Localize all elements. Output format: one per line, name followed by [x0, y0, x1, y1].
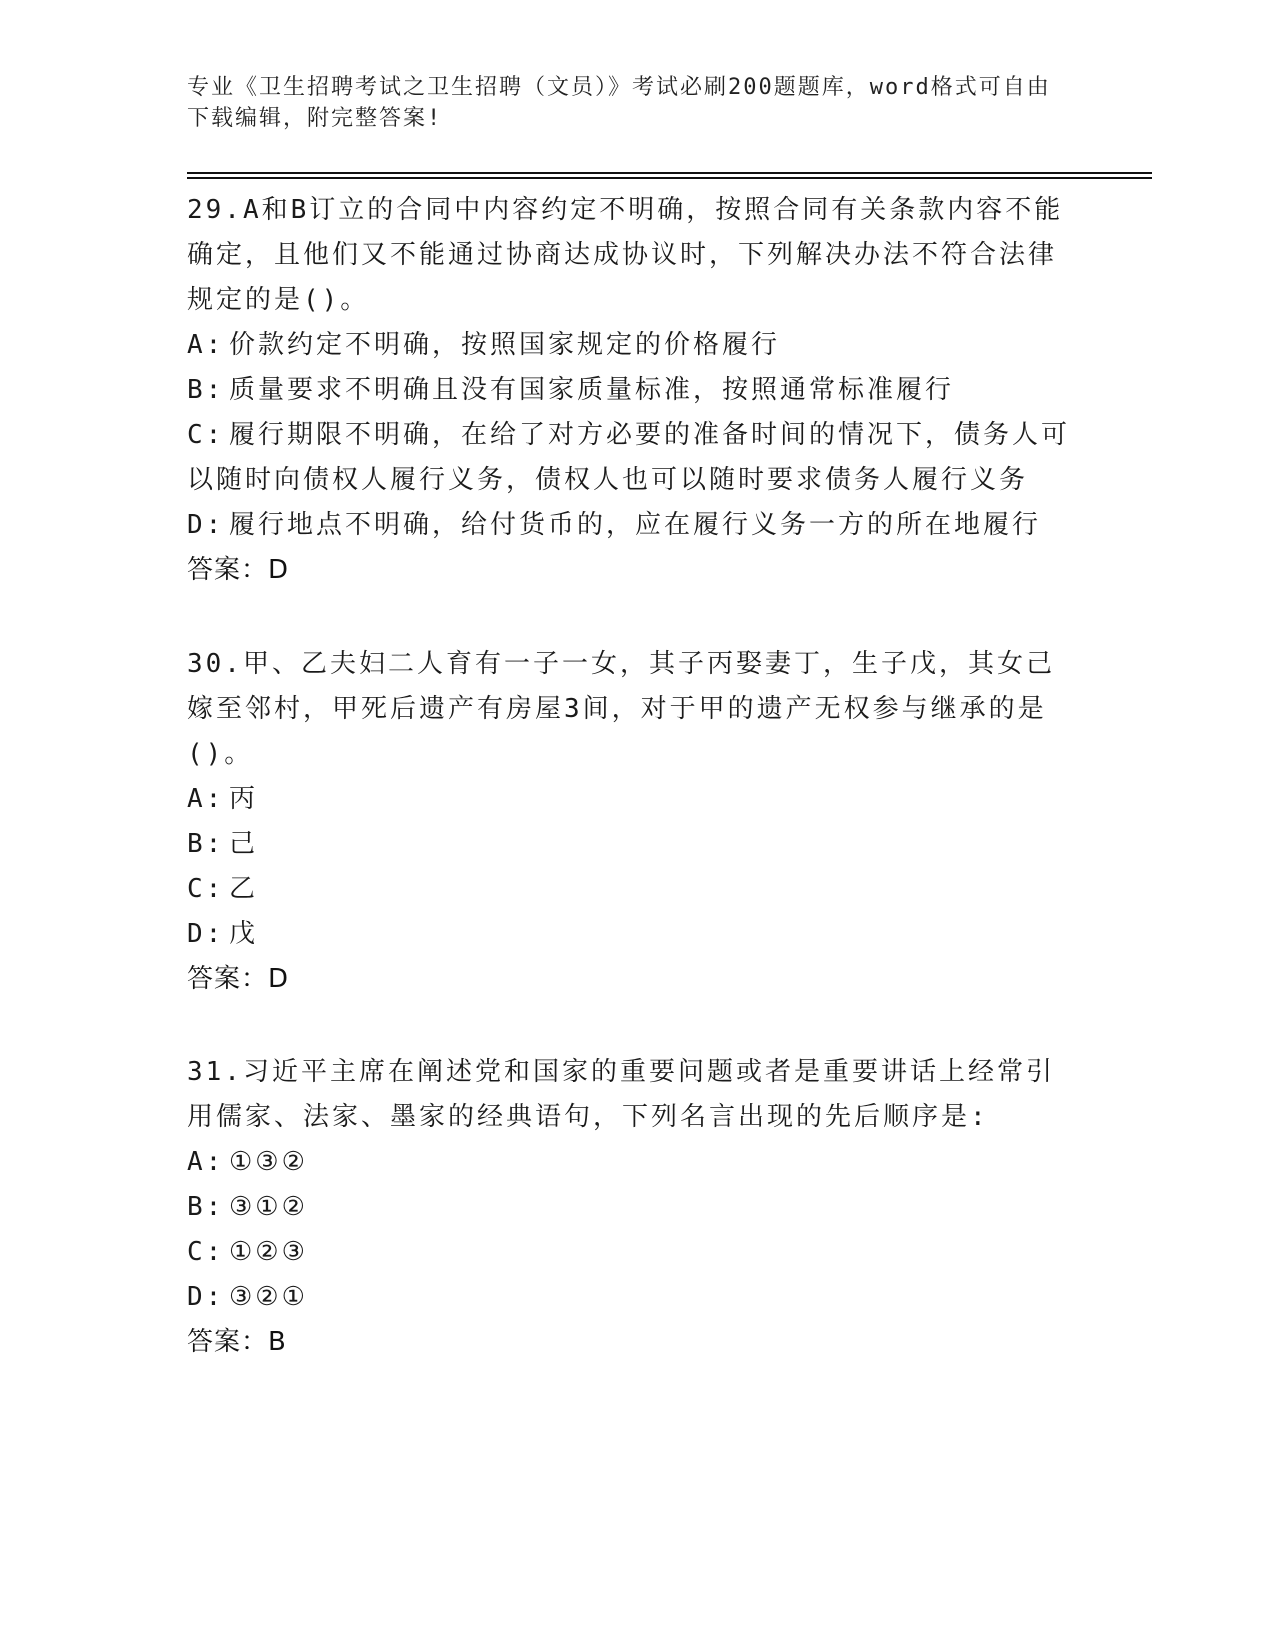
option-c: [187, 413, 1077, 503]
header-text: 专业《卫生招聘考试之卫生招聘（文员）》考试必刷200题题库，word格式可自由下载编辑，附完整答案!: [187, 75, 1051, 131]
option-c: [187, 867, 1077, 912]
option-text: 履行地点不明确，给付货币的，应在履行义务一方的所在地履行: [229, 510, 1042, 540]
option-a: [187, 1140, 1077, 1185]
option-d: [187, 912, 1077, 957]
option-text: 己: [229, 829, 259, 859]
option-text: ③①②: [229, 1192, 308, 1222]
answer: 答案：D: [187, 555, 290, 585]
answer: 答案：D: [187, 964, 290, 994]
document-header: [187, 72, 1067, 134]
option-text: 丙: [229, 784, 259, 814]
question-stem: 29.A和B订立的合同中内容约定不明确，按照合同有关条款内容不能确定，且他们又不能通过协商达成协议时，下列解决办法不符合法律规定的是()。: [187, 195, 1064, 315]
answer: 答案：B: [187, 1327, 287, 1357]
option-key: D:: [187, 510, 225, 540]
option-key: A:: [187, 1147, 225, 1177]
option-key: B:: [187, 375, 225, 405]
question-stem: 31.习近平主席在阐述党和国家的重要问题或者是重要讲话上经常引用儒家、法家、墨家的经典语句，下列名言出现的先后顺序是:: [187, 1057, 1055, 1132]
option-key: D:: [187, 1282, 225, 1312]
question-stem: 30.甲、乙夫妇二人育有一子一女，其子丙娶妻丁，生子戊，其女己嫁至邻村，甲死后遗产有房屋3间，对于甲的遗产无权参与继承的是()。: [187, 649, 1055, 769]
option-text: 质量要求不明确且没有国家质量标准，按照通常标准履行: [229, 375, 955, 405]
header-divider-bottom: [187, 177, 1152, 179]
question-31: [187, 1050, 1077, 1365]
option-text: 价款约定不明确，按照国家规定的价格履行: [229, 330, 781, 360]
option-key: C:: [187, 1237, 225, 1267]
option-key: D:: [187, 919, 225, 949]
option-key: B:: [187, 1192, 225, 1222]
option-d: [187, 503, 1077, 548]
option-text: ①③②: [229, 1147, 308, 1177]
question-30: [187, 642, 1077, 1002]
option-text: 乙: [229, 874, 259, 904]
option-text: 戊: [229, 919, 259, 949]
option-key: C:: [187, 874, 225, 904]
option-a: [187, 323, 1077, 368]
option-key: A:: [187, 330, 225, 360]
option-key: A:: [187, 784, 225, 814]
option-b: [187, 822, 1077, 867]
option-d: [187, 1275, 1077, 1320]
question-29: [187, 188, 1077, 593]
option-text: ③②①: [229, 1282, 308, 1312]
option-text: ①②③: [229, 1237, 308, 1267]
option-a: [187, 777, 1077, 822]
header-divider-top: [187, 172, 1152, 174]
option-key: B:: [187, 829, 225, 859]
option-b: [187, 1185, 1077, 1230]
option-b: [187, 368, 1077, 413]
option-c: [187, 1230, 1077, 1275]
option-text: 履行期限不明确，在给了对方必要的准备时间的情况下，债务人可以随时向债权人履行义务，债权人也可以随时要求债务人履行义务: [187, 420, 1071, 495]
option-key: C:: [187, 420, 225, 450]
